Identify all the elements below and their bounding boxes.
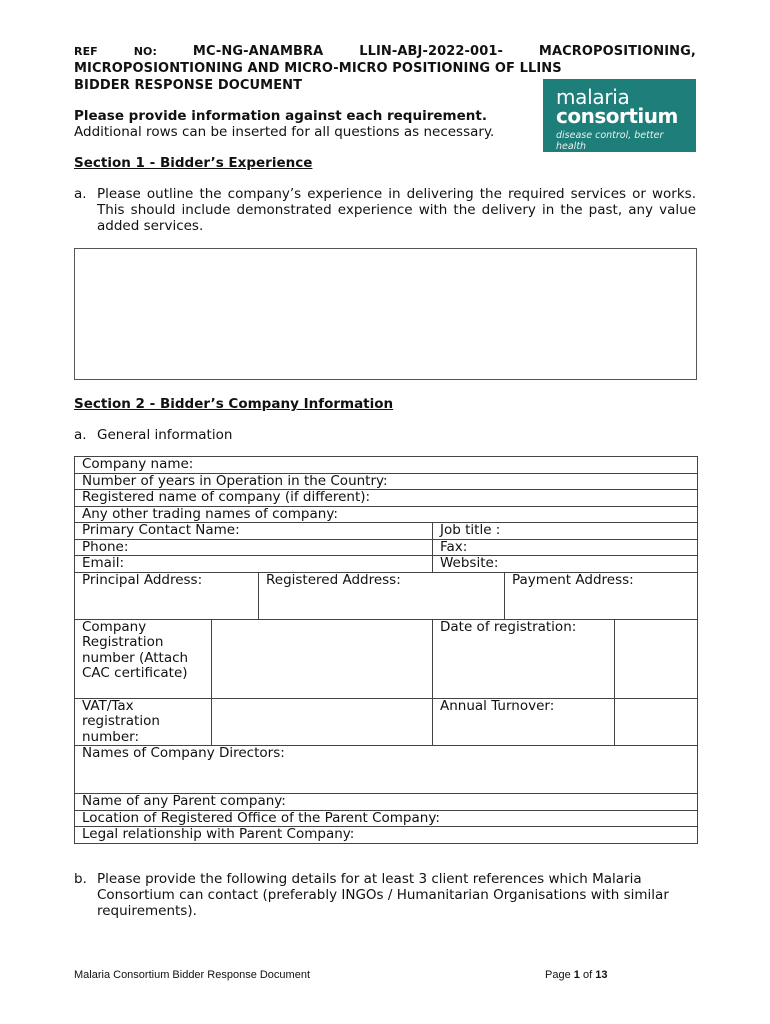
annual-turnover-input[interactable] [615,698,698,746]
payment-address-field[interactable]: Payment Address: [505,572,698,619]
page-word: Page [545,969,571,981]
company-information-table [74,456,698,844]
page-total: 13 [595,969,608,981]
company-registration-input[interactable] [212,619,433,698]
logo-line-1: malaria [556,85,630,109]
email-field[interactable]: Email: [75,556,433,573]
date-of-registration-label: Date of registration: [433,619,615,698]
principal-address-field[interactable]: Principal Address: [75,572,259,619]
registered-name-field[interactable]: Registered name of company (if different): [75,490,698,507]
website-field[interactable]: Website: [433,556,698,573]
section-2-item-a-text: General information [97,427,233,443]
of-word: of [582,969,593,981]
years-in-operation-field[interactable]: Number of years in Operation in the Country: [75,473,698,490]
logo-tagline: disease control, better health [556,130,664,152]
logo-line-2: consortium [556,104,678,128]
document-reference [74,44,696,59]
date-of-registration-input[interactable] [615,619,698,698]
section-2-item-a [74,427,696,443]
primary-contact-field[interactable]: Primary Contact Name: [75,523,433,540]
ref-part-1: MC-NG-ANAMBRA [192,44,324,59]
company-name-field[interactable]: Company name: [75,457,698,474]
footer-document-name: Malaria Consortium Bidder Response Document [74,969,310,981]
parent-office-location-field[interactable]: Location of Registered Office of the Parent Company: [75,810,698,827]
job-title-field[interactable]: Job title : [433,523,698,540]
company-registration-label: Company Registration number (Attach CAC certificate) [75,619,212,698]
section-2-heading: Section 2 - Bidder’s Company Information [74,396,394,412]
item-label: b. [74,871,87,887]
ref-part-3: MACROPOSITIONING, [538,44,696,59]
fax-field[interactable]: Fax: [433,539,698,556]
parent-company-field[interactable]: Name of any Parent company: [75,794,698,811]
section-1-item-a-text: Please outline the company’s experience in delivering the required services or works. This should include demonstrated experience with the delivery in the past, any value added services. [97,186,696,234]
company-directors-field[interactable]: Names of Company Directors: [75,746,698,794]
other-trading-names-field[interactable]: Any other trading names of company: [75,506,698,523]
instructions-normal: Additional rows can be inserted for all questions as necessary. [74,124,495,140]
item-label: a. [74,186,87,202]
page-current: 1 [573,969,580,981]
section-2-item-b-text: Please provide the following details for at least 3 client references which Malaria Consortium can contact (preferably INGOs / Humanitarian Organisations with similar requirements). [97,871,669,919]
malaria-consortium-logo [543,79,696,152]
footer-page-number [545,969,607,981]
no-label: NO: [133,45,157,58]
vat-registration-label: VAT/Tax registration number: [75,698,212,746]
experience-answer-box[interactable] [74,248,697,380]
section-1-item-a [74,186,696,234]
ref-part-2: LLIN-ABJ-2022-001- [359,44,503,59]
vat-registration-input[interactable] [212,698,433,746]
phone-field[interactable]: Phone: [75,539,433,556]
item-label: a. [74,427,87,443]
registered-address-field[interactable]: Registered Address: [259,572,505,619]
section-2-item-b [74,871,696,919]
ref-label: REF [74,45,98,58]
document-title-line-2: MICROPOSIONTIONING AND MICRO-MICRO POSITIONING OF LLINS [74,61,562,76]
legal-relationship-field[interactable]: Legal relationship with Parent Company: [75,827,698,844]
instructions-bold: Please provide information against each requirement. [74,108,487,124]
document-title-line-3: BIDDER RESPONSE DOCUMENT [74,78,303,93]
annual-turnover-label: Annual Turnover: [433,698,615,746]
section-1-heading: Section 1 - Bidder’s Experience [74,155,313,171]
